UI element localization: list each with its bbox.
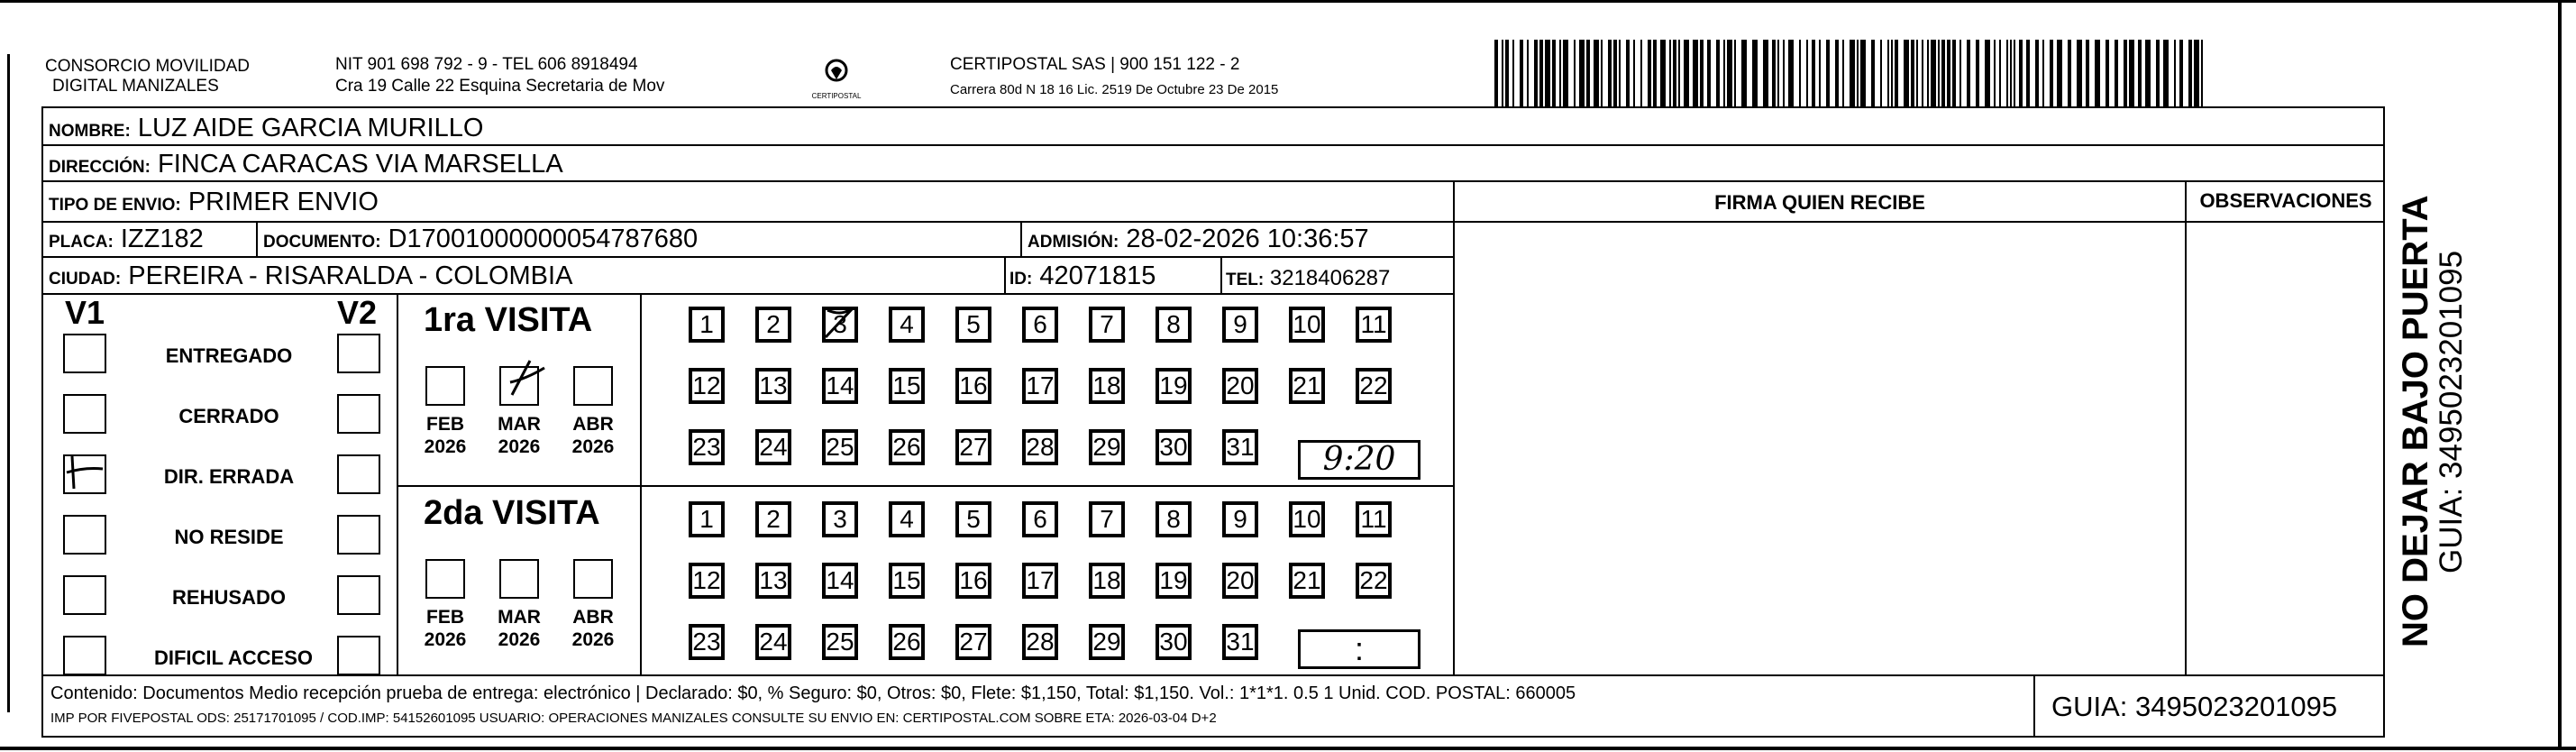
visit2-day-27[interactable]: 27 [955,624,991,660]
tel-label: TEL: [1226,271,1265,289]
admision-value: 28-02-2026 10:36:57 [1126,225,1369,253]
visit1-day-22[interactable]: 22 [1356,368,1392,404]
visit-divider [397,485,1455,487]
placa-value: IZZ182 [120,225,204,253]
row-divider [41,221,2385,223]
visit1-day-31[interactable]: 31 [1222,429,1258,465]
visit2-day-29[interactable]: 29 [1089,624,1125,660]
visit1-day-28[interactable]: 28 [1022,429,1058,465]
documento-label: DOCUMENTO: [263,233,381,252]
v1-checkbox-dir-errada[interactable] [63,454,106,494]
visit2-day-31[interactable]: 31 [1222,624,1258,660]
block-divider [397,293,398,674]
visit1-day-7[interactable]: 7 [1089,307,1125,343]
visit2-day-19[interactable]: 19 [1156,563,1192,599]
visit2-month-checkbox-abr[interactable] [573,559,613,599]
visit1-month-label-mar: MAR 2026 [498,414,541,457]
visit1-day-26[interactable]: 26 [889,429,925,465]
visit2-day-25[interactable]: 25 [822,624,858,660]
v2-checkbox-dificil-acceso[interactable] [337,636,380,675]
firma-header: FIRMA QUIEN RECIBE [1714,191,1925,214]
nombre-label: NOMBRE: [49,122,131,141]
visit1-day-25[interactable]: 25 [822,429,858,465]
footer-divider [2033,674,2035,738]
tel-cell [1226,263,1390,295]
company-address: Cra 19 Calle 22 Esquina Secretaria de Mov [335,77,665,96]
visit1-day-21[interactable]: 21 [1289,368,1325,404]
visit1-title: 1ra VISITA [424,301,593,339]
status-label-cerrado: CERRADO [178,405,279,427]
visit1-day-5[interactable]: 5 [955,307,991,343]
visit2-day-16[interactable]: 16 [955,563,991,599]
visit1-day-17[interactable]: 17 [1022,368,1058,404]
visit1-day-29[interactable]: 29 [1089,429,1125,465]
direccion-row [49,150,563,182]
scan-edge-bottom [0,747,2576,750]
visit1-day-24[interactable]: 24 [755,429,791,465]
visit1-day-6[interactable]: 6 [1022,307,1058,343]
visit1-month-label-abr: ABR 2026 [571,414,615,457]
visit2-day-9[interactable]: 9 [1222,501,1258,537]
visit2-day-15[interactable]: 15 [889,563,925,599]
courier-name: CERTIPOSTAL SAS | 900 151 122 - 2 [950,55,1240,74]
tipo-envio-label: TIPO DE ENVIO: [49,196,181,215]
visit1-day-11[interactable]: 11 [1356,307,1392,343]
status-label-no-reside: NO RESIDE [174,526,284,548]
visit2-day-10[interactable]: 10 [1289,501,1325,537]
footer-contenido: Contenido: Documentos Medio recepción prueba de entrega: electrónico | Declarado: $0, % Seguro: $0, Otros: $0, Flete: $1,150, Total: $1,150. Vol.: 1*1*1. 0.5 1 Unid. COD. POSTAL: 660005 [50,683,1576,703]
visit1-day-19[interactable]: 19 [1156,368,1192,404]
status-label-dir-errada: DIR. ERRADA [163,465,295,488]
visit1-month-checkbox-mar[interactable] [499,366,539,406]
visit2-month-label-mar: MAR 2026 [498,607,541,650]
visit2-day-4[interactable]: 4 [889,501,925,537]
block-divider [640,293,642,674]
cell-divider [256,221,258,257]
visit2-title: 2da VISITA [424,494,600,532]
visit2-day-11[interactable]: 11 [1356,501,1392,537]
visit1-month-label-feb: FEB 2026 [424,414,467,457]
visit1-day-16[interactable]: 16 [955,368,991,404]
col-divider [2185,180,2187,674]
admision-label: ADMISIÓN: [1028,233,1119,252]
visit2-month-checkbox-mar[interactable] [499,559,539,599]
visit1-day-3[interactable]: 3 [822,307,858,343]
v1-checkbox-no-reside[interactable] [63,515,106,555]
visit2-month-label-feb: FEB 2026 [424,607,467,650]
visit2-day-1[interactable]: 1 [689,501,725,537]
status-label-dificil-acceso: DIFICIL ACCESO [153,647,313,669]
visit1-month-checkbox-abr[interactable] [573,366,613,406]
visit1-day-15[interactable]: 15 [889,368,925,404]
visit2-day-18[interactable]: 18 [1089,563,1125,599]
id-value: 42071815 [1039,261,1156,290]
visit1-day-23[interactable]: 23 [689,429,725,465]
v2-checkbox-entregado[interactable] [337,334,380,373]
visit2-day-12[interactable]: 12 [689,563,725,599]
side-guia: GUIA: 3495023201095 [2434,250,2469,573]
visit1-day-10[interactable]: 10 [1289,307,1325,343]
visit2-month-label-abr: ABR 2026 [571,607,615,650]
visit2-day-26[interactable]: 26 [889,624,925,660]
visit1-month-checkbox-feb[interactable] [425,366,465,406]
v2-checkbox-rehusado[interactable] [337,575,380,615]
visit1-day-20[interactable]: 20 [1222,368,1258,404]
observaciones-header: OBSERVACIONES [2199,189,2372,212]
tipo-envio-value: PRIMER ENVIO [187,188,379,216]
visit1-day-12[interactable]: 12 [689,368,725,404]
visit1-day-18[interactable]: 18 [1089,368,1125,404]
v1-checkbox-dificil-acceso[interactable] [63,636,106,675]
company-name-line2: DIGITAL MANIZALES [52,77,219,96]
v1-checkbox-entregado[interactable] [63,334,106,373]
visit1-day-30[interactable]: 30 [1156,429,1192,465]
scan-edge-top [0,0,2576,3]
placa-label: PLACA: [49,233,114,252]
visit2-day-5[interactable]: 5 [955,501,991,537]
visit1-day-8[interactable]: 8 [1156,307,1192,343]
nombre-row [49,114,483,146]
visit1-day-1[interactable]: 1 [689,307,725,343]
col-divider [1453,180,1455,674]
ciudad-label: CIUDAD: [49,270,122,289]
cell-divider [1220,256,1222,294]
tipo-envio-row [49,188,379,220]
v1-checkbox-cerrado[interactable] [63,394,106,434]
visit1-day-13[interactable]: 13 [755,368,791,404]
side-warning: NO DEJAR BAJO PUERTA [2396,195,2435,647]
visit1-day-2[interactable]: 2 [755,307,791,343]
visit2-day-2[interactable]: 2 [755,501,791,537]
v2-checkbox-no-reside[interactable] [337,515,380,555]
visit2-day-22[interactable]: 22 [1356,563,1392,599]
visit2-time: : [1298,629,1420,669]
visit1-time: 9:20 [1298,440,1420,480]
company-nit: NIT 901 698 792 - 9 - TEL 606 8918494 [335,55,638,74]
status-label-rehusado: REHUSADO [172,586,286,609]
id-label: ID: [1009,270,1033,289]
visit2-day-20[interactable]: 20 [1222,563,1258,599]
visit2-day-14[interactable]: 14 [822,563,858,599]
nombre-value: LUZ AIDE GARCIA MURILLO [137,114,484,142]
certipostal-logo [809,52,863,105]
documento-value: D17001000000054787680 [388,225,699,253]
visit2-month-checkbox-feb[interactable] [425,559,465,599]
visit2-day-6[interactable]: 6 [1022,501,1058,537]
barcode [1494,40,2212,106]
v2-checkbox-dir-errada[interactable] [337,454,380,494]
id-cell [1009,261,1156,294]
visit1-day-14[interactable]: 14 [822,368,858,404]
visit2-day-8[interactable]: 8 [1156,501,1192,537]
visit2-day-3[interactable]: 3 [822,501,858,537]
tel-value: 3218406287 [1269,266,1391,290]
visit2-day-30[interactable]: 30 [1156,624,1192,660]
scan-edge-right [2558,0,2562,748]
placa-cell [49,225,204,257]
scan-edge-left [7,54,10,712]
visit2-day-24[interactable]: 24 [755,624,791,660]
visit1-day-4[interactable]: 4 [889,307,925,343]
logo-text: CERTIPOSTAL [811,92,862,100]
visit1-day-27[interactable]: 27 [955,429,991,465]
footer-imp: IMP POR FIVEPOSTAL ODS: 25171701095 / COD.IMP: 54152601095 USUARIO: OPERACIONES MANIZALES CONSULTE SU ENVIO EN: CERTIPOSTAL.COM SOBRE ETA: 2026-03-04 D+2 [50,711,1217,726]
visit2-day-23[interactable]: 23 [689,624,725,660]
cell-divider [1004,256,1006,294]
v2-checkbox-cerrado[interactable] [337,394,380,434]
visit2-day-21[interactable]: 21 [1289,563,1325,599]
footer-guia: GUIA: 3495023201095 [2051,691,2338,722]
status-label-entregado: ENTREGADO [165,344,293,367]
visit2-day-17[interactable]: 17 [1022,563,1058,599]
direccion-label: DIRECCIÓN: [49,158,151,177]
visit2-day-28[interactable]: 28 [1022,624,1058,660]
ciudad-cell [49,261,572,294]
cell-divider [1020,221,1022,257]
admision-cell [1028,225,1369,257]
visit2-day-7[interactable]: 7 [1089,501,1125,537]
ciudad-value: PEREIRA - RISARALDA - COLOMBIA [128,261,573,290]
visit1-day-9[interactable]: 9 [1222,307,1258,343]
visit2-day-13[interactable]: 13 [755,563,791,599]
direccion-value: FINCA CARACAS VIA MARSELLA [158,150,563,179]
courier-address: Carrera 80d N 18 16 Lic. 2519 De Octubre 23 De 2015 [950,82,1279,97]
documento-cell [263,225,698,257]
v1-checkbox-rehusado[interactable] [63,575,106,615]
company-name-line1: CONSORCIO MOVILIDAD [45,57,250,76]
v1-header: V1 [65,294,105,331]
v2-header: V2 [337,294,378,331]
